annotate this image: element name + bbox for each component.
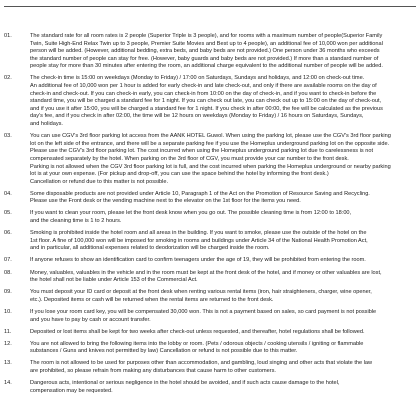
clause-number: 11. xyxy=(4,328,12,335)
clause-text-line: An additional fee of 10,000 won per 1 hour is added for early check-in and late check-out, and only if there are available rooms on the day of xyxy=(30,83,377,90)
clause-text xyxy=(30,341,416,356)
clause-number: 07. xyxy=(4,257,12,264)
clause-text xyxy=(30,380,416,395)
clause-item xyxy=(4,270,416,285)
clause-text-line: Money, valuables, valuables in the vehicle and in the room must be kept at the front desk of the hotel, and if money or other valuables are lost, xyxy=(30,269,382,276)
clause-text xyxy=(30,257,416,265)
clause-item xyxy=(4,230,416,253)
clause-text-line: etc.). Deposited items or cash will be returned when the rental items are returned to the front desk. xyxy=(30,296,274,303)
clause-item xyxy=(4,360,416,375)
clause-text-line: You must deposit your ID card or deposit at the front desk when renting various rental items (iron, hair straighteners, charger, wine opener, xyxy=(30,289,372,296)
clause-list xyxy=(4,33,416,400)
clause-text xyxy=(30,360,416,375)
clause-item xyxy=(4,380,416,395)
clause-item xyxy=(4,210,416,225)
clause-text xyxy=(30,191,416,206)
clause-text-line: The check-in time is 15:00 on weekdays (Monday to Friday) / 17:00 on Saturdays, Sundays and holidays, and 12:00 on check-out time. xyxy=(30,75,365,82)
clause-text-line: compensated separately by the hotel. When parking on the 3rd floor of CGV, you must provide your car number to the front desk. xyxy=(30,155,349,162)
clause-text xyxy=(30,75,416,128)
clause-text-line: substances / Guns and knives not permitted by law) Cancellation or refund is not possible due to this matter. xyxy=(30,348,298,355)
clause-text-line: day's fee, and if you check in after 02:00, the time will be 12 hours on weekdays (Monday to Friday) / 16 hours on Saturdays, Sundays, xyxy=(30,113,364,120)
clause-item xyxy=(4,133,416,186)
clause-text xyxy=(30,309,416,324)
clause-item xyxy=(4,33,416,71)
clause-text-line: lot on the left side of the entrance, and there will be a separate parking fee if you use the Homeplus underground parking lot on the opposite side. xyxy=(30,140,390,147)
clause-item xyxy=(4,257,416,265)
clause-number: 10. xyxy=(4,308,12,315)
clause-text-line: Deposited or lost items shall be kept for two weeks after check-out unless requested, and thereafter, hotel regulations shall be followed. xyxy=(30,328,365,335)
clause-text-line: Cancellation or refund due to this matter is not possible. xyxy=(30,178,169,185)
clause-text-line: The standard rate for all room rates is 2 people (Superior Triple is 3 people), and for rooms with a maximum number of people(Superior Family xyxy=(30,33,383,39)
clause-number: 05. xyxy=(4,210,12,217)
clause-number: 06. xyxy=(4,230,12,237)
clause-number: 09. xyxy=(4,289,12,296)
clause-text xyxy=(30,33,416,71)
clause-text-line: the hotel shall not be liable under Article 153 of the Commercial Act. xyxy=(30,277,198,284)
clause-text-line: and you have to pay by cash or account transfer. xyxy=(30,316,151,323)
clause-number: 13. xyxy=(4,360,12,367)
clause-text-line: and holidays. xyxy=(30,121,63,128)
clause-text-line: and the cleaning time is 1 to 2 hours. xyxy=(30,218,122,225)
clause-text-line: If you want to clean your room, please let the front desk know when you go out. The possible cleaning time is from 12:00 to 18:00, xyxy=(30,210,352,217)
clause-item xyxy=(4,309,416,324)
clause-text-line: If anyone refuses to show an identification card to confirm teenagers under the age of 19, they will be prohibited from entering the room. xyxy=(30,257,366,264)
clause-text-line: standard time, you will be charged a standard fee for 1 night. If you can check out late, you can check out up to 15:00 on the day of check-out, xyxy=(30,98,382,105)
clause-text xyxy=(30,270,416,285)
clause-text xyxy=(30,329,416,337)
clause-number: 04. xyxy=(4,190,12,197)
clause-number: 01. xyxy=(4,33,12,39)
clause-text-line: are prohibited, so please refrain from making any disturbances that cause harm to other customers. xyxy=(30,367,276,374)
clause-item xyxy=(4,289,416,304)
clause-text-line: the standard number of people can stay for free. (However, baby guards and baby beds are not provided.) If more than a standard number of xyxy=(30,55,379,62)
clause-item xyxy=(4,341,416,356)
clause-number: 14. xyxy=(4,380,12,387)
clause-text-line: Some disposable products are not provided under Article 10, Paragraph 1 of the Act on the Promotion of Resource Saving and Recycling. xyxy=(30,190,370,197)
clause-text-line: Please use the CGV's 3rd floor parking lot. The cost incurred when using the Homeplus underground parking lot due to carelessness is not xyxy=(30,148,373,155)
clause-text-line: and in particular, all additional expenses related to deodorization will be charged inside the room. xyxy=(30,245,270,252)
clause-item xyxy=(4,329,416,337)
clause-number: 03. xyxy=(4,133,12,140)
clause-text-line: You can use CGV's 3rd floor parking lot access from the AANK HOTEL Guwol. When using the parking lot, please use the CGV's 3rd floor parking xyxy=(30,133,391,140)
clause-text-line: check-in and check-out. If you can check-in early, you can check-in from 10:00 on the day of check-in, and if you want to check-in before the xyxy=(30,90,377,97)
clause-text xyxy=(30,289,416,304)
clause-text-line: Dangerous acts, intentional or serious negligence in the hotel should be avoided, and if such acts cause damage to the hotel, xyxy=(30,380,340,387)
clause-text xyxy=(30,133,416,186)
clause-text-line: compensation may be requested. xyxy=(30,387,113,394)
clause-text-line: person will be added. (However, additional bedding, extra beds, and baby beds are not provided.) One person under 36 months who exceeds xyxy=(30,48,380,55)
clause-text-line: Twin, Suite High-End Relax Twin up to 3 people, Premier Suite Movies and Best up to 4 people), an additional fee of 10,000 won per additional xyxy=(30,40,383,47)
clause-number: 12. xyxy=(4,340,12,347)
clause-item xyxy=(4,191,416,206)
clause-text-line: lot is at your own expense. (For pickup and drop-off, you can use the space behind the hotel by informing the front desk.) xyxy=(30,171,329,178)
clause-number: 08. xyxy=(4,269,12,276)
clause-text-line: Please use the Front desk or the vending machine next to the elevator on the 1st floor for the items you need. xyxy=(30,198,301,205)
clause-text-line: The room is not allowed to be used for purposes other than accommodation, and gambling, loud singing and other acts that violate the law xyxy=(30,360,373,367)
clause-text-line: and if you use it after 15:00, you will be charged a standard fee for 1 night. If you check in after 00:00, the fee will be calculated as the previous xyxy=(30,105,383,112)
clause-text-line: Parking is not allowed when the CGV 3rd floor parking lot is full, and the cost incurred when parking the Homeplus underground or nearby parking xyxy=(30,163,391,170)
clause-text-line: You are not allowed to bring the following items into the lobby or room. (Pets / odorous objects / cooking utensils / igniting or flammable xyxy=(30,340,364,347)
clause-text-line: people stay for more than 30 minutes after entering the room, an additional charge equivalent to the additional number of people will be added. xyxy=(30,63,383,70)
clause-text-line: 1st floor. A fine of 100,000 won will be imposed for smoking in rooms and buildings under Article 34 of the National Health Promotion Act, xyxy=(30,237,368,244)
clause-text-line: Smoking is prohibited inside the hotel room and all areas in the building. If you want to smoke, please use the outside of the hotel on the xyxy=(30,230,367,237)
clause-text xyxy=(30,230,416,253)
top-divider xyxy=(4,6,416,7)
clause-text xyxy=(30,210,416,225)
clause-item xyxy=(4,75,416,128)
clause-text-line: If you lose your room card key, you will be compensated 30,000 won. This is not a payment based on sales, so card payment is not possible xyxy=(30,308,377,315)
clause-number: 02. xyxy=(4,75,12,82)
